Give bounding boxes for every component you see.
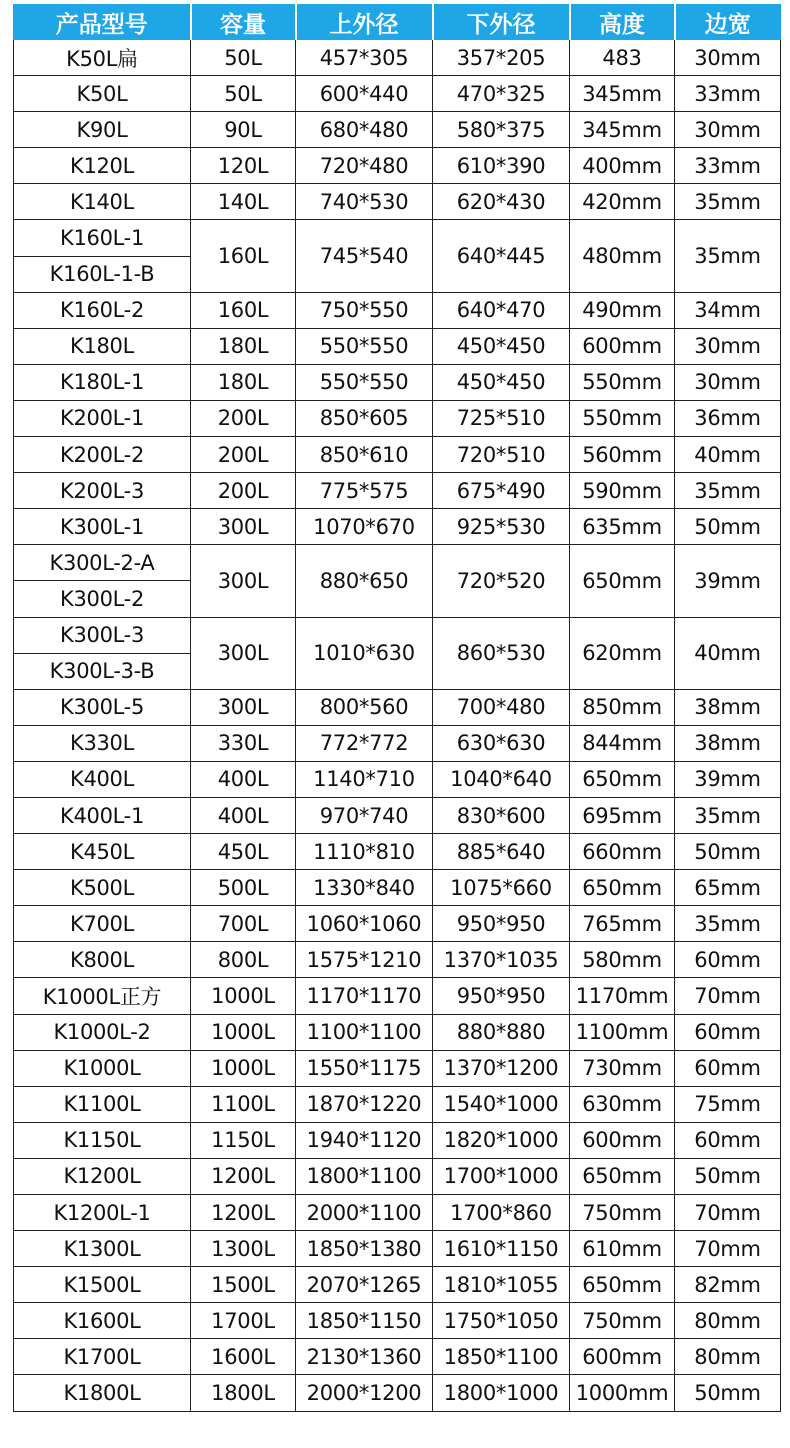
cell-top-diameter: 750*550: [296, 292, 433, 328]
cell-bottom-diameter: 830*600: [433, 797, 570, 833]
cell-capacity: 200L: [191, 400, 296, 436]
cell-bottom-diameter: 620*430: [433, 184, 570, 220]
cell-top-diameter: 1070*670: [296, 509, 433, 545]
table-row: [14, 1267, 781, 1303]
header-edge-width: 边宽: [675, 5, 781, 40]
cell-model: K180L-1: [14, 364, 191, 400]
cell-bottom-diameter: 470*325: [433, 76, 570, 112]
cell-capacity: 180L: [191, 364, 296, 400]
cell-edge-width: 39mm: [675, 545, 781, 617]
table-row: [14, 1375, 781, 1411]
cell-top-diameter: 1575*1210: [296, 942, 433, 978]
cell-edge-width: 60mm: [675, 1014, 781, 1050]
cell-bottom-diameter: 1610*1150: [433, 1231, 570, 1267]
cell-capacity: 160L: [191, 220, 296, 292]
cell-height: 660mm: [570, 834, 675, 870]
cell-top-diameter: 1100*1100: [296, 1014, 433, 1050]
cell-bottom-diameter: 1820*1000: [433, 1122, 570, 1158]
cell-top-diameter: 850*610: [296, 437, 433, 473]
cell-height: 550mm: [570, 400, 675, 436]
cell-edge-width: 30mm: [675, 364, 781, 400]
cell-capacity: 50L: [191, 76, 296, 112]
cell-edge-width: 75mm: [675, 1086, 781, 1122]
table-row: [14, 689, 781, 725]
cell-top-diameter: 1140*710: [296, 761, 433, 797]
cell-height: 630mm: [570, 1086, 675, 1122]
cell-capacity: 1000L: [191, 1014, 296, 1050]
cell-top-diameter: 1330*840: [296, 870, 433, 906]
cell-height: 620mm: [570, 617, 675, 689]
cell-model: K50L: [14, 76, 191, 112]
cell-model: K1100L: [14, 1086, 191, 1122]
cell-capacity: 700L: [191, 906, 296, 942]
cell-capacity: 1200L: [191, 1158, 296, 1194]
cell-model: K1000L: [14, 1050, 191, 1086]
cell-height: 600mm: [570, 1122, 675, 1158]
cell-edge-width: 70mm: [675, 1195, 781, 1231]
header-capacity: 容量: [191, 5, 296, 40]
cell-edge-width: 40mm: [675, 437, 781, 473]
cell-edge-width: 30mm: [675, 40, 781, 76]
cell-bottom-diameter: 450*450: [433, 328, 570, 364]
cell-edge-width: 30mm: [675, 112, 781, 148]
cell-edge-width: 60mm: [675, 1050, 781, 1086]
cell-model: K1600L: [14, 1303, 191, 1339]
cell-capacity: 1200L: [191, 1195, 296, 1231]
cell-capacity: 1100L: [191, 1086, 296, 1122]
cell-bottom-diameter: 950*950: [433, 978, 570, 1014]
cell-edge-width: 34mm: [675, 292, 781, 328]
cell-height: 650mm: [570, 870, 675, 906]
cell-capacity: 300L: [191, 545, 296, 617]
header-height: 高度: [570, 5, 675, 40]
cell-height: 480mm: [570, 220, 675, 292]
cell-top-diameter: 880*650: [296, 545, 433, 617]
table-row: [14, 364, 781, 400]
cell-height: 850mm: [570, 689, 675, 725]
cell-height: 1000mm: [570, 1375, 675, 1411]
cell-top-diameter: 1110*810: [296, 834, 433, 870]
cell-bottom-diameter: 357*205: [433, 40, 570, 76]
cell-top-diameter: 800*560: [296, 689, 433, 725]
table-row: [14, 834, 781, 870]
table-row: [14, 797, 781, 833]
cell-height: 483: [570, 40, 675, 76]
cell-top-diameter: 745*540: [296, 220, 433, 292]
cell-height: 420mm: [570, 184, 675, 220]
header-model: 产品型号: [14, 5, 191, 40]
table-row: [14, 725, 781, 761]
cell-bottom-diameter: 1700*860: [433, 1195, 570, 1231]
cell-top-diameter: 1850*1150: [296, 1303, 433, 1339]
cell-top-diameter: 600*440: [296, 76, 433, 112]
table-row: [14, 761, 781, 797]
cell-bottom-diameter: 610*390: [433, 148, 570, 184]
spec-table: [13, 4, 781, 1412]
cell-capacity: 330L: [191, 725, 296, 761]
cell-bottom-diameter: 450*450: [433, 364, 570, 400]
cell-edge-width: 35mm: [675, 220, 781, 292]
cell-capacity: 180L: [191, 328, 296, 364]
cell-edge-width: 39mm: [675, 761, 781, 797]
cell-capacity: 400L: [191, 761, 296, 797]
cell-capacity: 1800L: [191, 1375, 296, 1411]
cell-top-diameter: 2130*1360: [296, 1339, 433, 1375]
cell-model: K330L: [14, 725, 191, 761]
cell-model: K1000L-2: [14, 1014, 191, 1050]
cell-bottom-diameter: 1750*1050: [433, 1303, 570, 1339]
table-row: [14, 1158, 781, 1194]
cell-model: K1200L: [14, 1158, 191, 1194]
cell-model: K200L-1: [14, 400, 191, 436]
cell-edge-width: 35mm: [675, 797, 781, 833]
cell-bottom-diameter: 1700*1000: [433, 1158, 570, 1194]
cell-model: K1300L: [14, 1231, 191, 1267]
table-row: [14, 328, 781, 364]
cell-top-diameter: 850*605: [296, 400, 433, 436]
cell-top-diameter: 550*550: [296, 364, 433, 400]
table-row: [14, 292, 781, 328]
cell-edge-width: 33mm: [675, 76, 781, 112]
cell-model: K1500L: [14, 1267, 191, 1303]
table-row: [14, 1339, 781, 1375]
table-row: [14, 870, 781, 906]
cell-height: 345mm: [570, 112, 675, 148]
cell-model: K300L-2: [14, 581, 191, 617]
cell-bottom-diameter: 1540*1000: [433, 1086, 570, 1122]
table-row: [14, 1195, 781, 1231]
cell-height: 635mm: [570, 509, 675, 545]
cell-bottom-diameter: 640*470: [433, 292, 570, 328]
cell-edge-width: 40mm: [675, 617, 781, 689]
cell-model: K140L: [14, 184, 191, 220]
cell-top-diameter: 1060*1060: [296, 906, 433, 942]
cell-model: K300L-5: [14, 689, 191, 725]
table-row: [14, 437, 781, 473]
cell-bottom-diameter: 725*510: [433, 400, 570, 436]
cell-model: K800L: [14, 942, 191, 978]
header-top-diameter: 上外径: [296, 5, 433, 40]
cell-bottom-diameter: 1850*1100: [433, 1339, 570, 1375]
table-row: [14, 942, 781, 978]
cell-height: 600mm: [570, 1339, 675, 1375]
cell-model: K160L-1-B: [14, 256, 191, 292]
cell-capacity: 1150L: [191, 1122, 296, 1158]
table-row: [14, 400, 781, 436]
cell-edge-width: 38mm: [675, 725, 781, 761]
cell-edge-width: 65mm: [675, 870, 781, 906]
cell-top-diameter: 772*772: [296, 725, 433, 761]
cell-bottom-diameter: 1040*640: [433, 761, 570, 797]
cell-model: K1000L正方: [14, 978, 191, 1014]
cell-top-diameter: 1850*1380: [296, 1231, 433, 1267]
table-row: [14, 220, 781, 256]
cell-capacity: 500L: [191, 870, 296, 906]
cell-capacity: 200L: [191, 473, 296, 509]
cell-height: 1100mm: [570, 1014, 675, 1050]
cell-edge-width: 50mm: [675, 1375, 781, 1411]
cell-height: 400mm: [570, 148, 675, 184]
cell-bottom-diameter: 880*880: [433, 1014, 570, 1050]
cell-height: 650mm: [570, 545, 675, 617]
cell-top-diameter: 740*530: [296, 184, 433, 220]
table-row: [14, 1050, 781, 1086]
cell-bottom-diameter: 1810*1055: [433, 1267, 570, 1303]
cell-edge-width: 80mm: [675, 1303, 781, 1339]
table-row: [14, 1086, 781, 1122]
cell-top-diameter: 457*305: [296, 40, 433, 76]
cell-model: K700L: [14, 906, 191, 942]
cell-edge-width: 50mm: [675, 1158, 781, 1194]
cell-top-diameter: 2000*1200: [296, 1375, 433, 1411]
table-row: [14, 184, 781, 220]
cell-height: 550mm: [570, 364, 675, 400]
table-row: [14, 112, 781, 148]
cell-model: K1200L-1: [14, 1195, 191, 1231]
table-header: [14, 5, 781, 40]
cell-capacity: 300L: [191, 617, 296, 689]
cell-edge-width: 35mm: [675, 473, 781, 509]
cell-capacity: 300L: [191, 509, 296, 545]
cell-top-diameter: 1870*1220: [296, 1086, 433, 1122]
table-row: [14, 1014, 781, 1050]
cell-model: K1700L: [14, 1339, 191, 1375]
cell-edge-width: 60mm: [675, 1122, 781, 1158]
cell-model: K1150L: [14, 1122, 191, 1158]
cell-capacity: 300L: [191, 689, 296, 725]
table-row: [14, 617, 781, 653]
cell-height: 650mm: [570, 1267, 675, 1303]
cell-bottom-diameter: 1800*1000: [433, 1375, 570, 1411]
cell-edge-width: 36mm: [675, 400, 781, 436]
cell-bottom-diameter: 720*520: [433, 545, 570, 617]
cell-bottom-diameter: 950*950: [433, 906, 570, 942]
cell-capacity: 200L: [191, 437, 296, 473]
cell-height: 650mm: [570, 1158, 675, 1194]
cell-top-diameter: 720*480: [296, 148, 433, 184]
cell-edge-width: 70mm: [675, 1231, 781, 1267]
cell-bottom-diameter: 640*445: [433, 220, 570, 292]
cell-bottom-diameter: 1370*1200: [433, 1050, 570, 1086]
cell-height: 844mm: [570, 725, 675, 761]
table-row: [14, 978, 781, 1014]
cell-edge-width: 50mm: [675, 834, 781, 870]
cell-model: K200L-3: [14, 473, 191, 509]
cell-capacity: 1500L: [191, 1267, 296, 1303]
cell-edge-width: 38mm: [675, 689, 781, 725]
header-bottom-diameter: 下外径: [433, 5, 570, 40]
cell-bottom-diameter: 1075*660: [433, 870, 570, 906]
cell-model: K200L-2: [14, 437, 191, 473]
cell-model: K400L-1: [14, 797, 191, 833]
table-row: [14, 1122, 781, 1158]
cell-height: 695mm: [570, 797, 675, 833]
table-row: [14, 509, 781, 545]
cell-bottom-diameter: 720*510: [433, 437, 570, 473]
cell-top-diameter: 550*550: [296, 328, 433, 364]
cell-capacity: 800L: [191, 942, 296, 978]
cell-height: 765mm: [570, 906, 675, 942]
cell-top-diameter: 2070*1265: [296, 1267, 433, 1303]
cell-edge-width: 82mm: [675, 1267, 781, 1303]
cell-height: 560mm: [570, 437, 675, 473]
cell-model: K90L: [14, 112, 191, 148]
cell-height: 1170mm: [570, 978, 675, 1014]
cell-height: 730mm: [570, 1050, 675, 1086]
header-row: [14, 5, 781, 40]
cell-edge-width: 35mm: [675, 184, 781, 220]
cell-height: 490mm: [570, 292, 675, 328]
cell-height: 580mm: [570, 942, 675, 978]
cell-top-diameter: 1800*1100: [296, 1158, 433, 1194]
table-row: [14, 40, 781, 76]
cell-bottom-diameter: 885*640: [433, 834, 570, 870]
cell-height: 650mm: [570, 761, 675, 797]
cell-capacity: 400L: [191, 797, 296, 833]
cell-capacity: 120L: [191, 148, 296, 184]
cell-edge-width: 80mm: [675, 1339, 781, 1375]
cell-edge-width: 30mm: [675, 328, 781, 364]
cell-bottom-diameter: 675*490: [433, 473, 570, 509]
cell-top-diameter: 1550*1175: [296, 1050, 433, 1086]
table-body: [14, 40, 781, 1412]
cell-top-diameter: 680*480: [296, 112, 433, 148]
table-row: [14, 148, 781, 184]
cell-height: 750mm: [570, 1195, 675, 1231]
cell-height: 600mm: [570, 328, 675, 364]
cell-bottom-diameter: 700*480: [433, 689, 570, 725]
table-row: [14, 906, 781, 942]
cell-model: K180L: [14, 328, 191, 364]
cell-bottom-diameter: 1370*1035: [433, 942, 570, 978]
cell-model: K120L: [14, 148, 191, 184]
cell-capacity: 50L: [191, 40, 296, 76]
cell-capacity: 1000L: [191, 1050, 296, 1086]
cell-bottom-diameter: 630*630: [433, 725, 570, 761]
cell-bottom-diameter: 580*375: [433, 112, 570, 148]
cell-height: 610mm: [570, 1231, 675, 1267]
cell-model: K300L-3: [14, 617, 191, 653]
cell-edge-width: 60mm: [675, 942, 781, 978]
cell-height: 345mm: [570, 76, 675, 112]
cell-capacity: 160L: [191, 292, 296, 328]
cell-capacity: 1600L: [191, 1339, 296, 1375]
cell-capacity: 140L: [191, 184, 296, 220]
cell-top-diameter: 970*740: [296, 797, 433, 833]
cell-bottom-diameter: 860*530: [433, 617, 570, 689]
cell-top-diameter: 1010*630: [296, 617, 433, 689]
table-row: [14, 76, 781, 112]
cell-capacity: 90L: [191, 112, 296, 148]
cell-model: K500L: [14, 870, 191, 906]
cell-bottom-diameter: 925*530: [433, 509, 570, 545]
cell-top-diameter: 775*575: [296, 473, 433, 509]
cell-edge-width: 70mm: [675, 978, 781, 1014]
cell-edge-width: 33mm: [675, 148, 781, 184]
cell-top-diameter: 1170*1170: [296, 978, 433, 1014]
cell-capacity: 1700L: [191, 1303, 296, 1339]
cell-edge-width: 50mm: [675, 509, 781, 545]
cell-top-diameter: 1940*1120: [296, 1122, 433, 1158]
cell-model: K400L: [14, 761, 191, 797]
table-row: [14, 1303, 781, 1339]
cell-height: 750mm: [570, 1303, 675, 1339]
cell-edge-width: 35mm: [675, 906, 781, 942]
table-row: [14, 1231, 781, 1267]
cell-height: 590mm: [570, 473, 675, 509]
cell-top-diameter: 2000*1100: [296, 1195, 433, 1231]
cell-model: K300L-2-A: [14, 545, 191, 581]
table-row: [14, 473, 781, 509]
cell-model: K160L-2: [14, 292, 191, 328]
cell-capacity: 450L: [191, 834, 296, 870]
cell-model: K300L-3-B: [14, 653, 191, 689]
cell-model: K160L-1: [14, 220, 191, 256]
cell-capacity: 1300L: [191, 1231, 296, 1267]
cell-model: K1800L: [14, 1375, 191, 1411]
cell-model: K50L扁: [14, 40, 191, 76]
cell-model: K450L: [14, 834, 191, 870]
cell-model: K300L-1: [14, 509, 191, 545]
cell-capacity: 1000L: [191, 978, 296, 1014]
table-row: [14, 545, 781, 581]
